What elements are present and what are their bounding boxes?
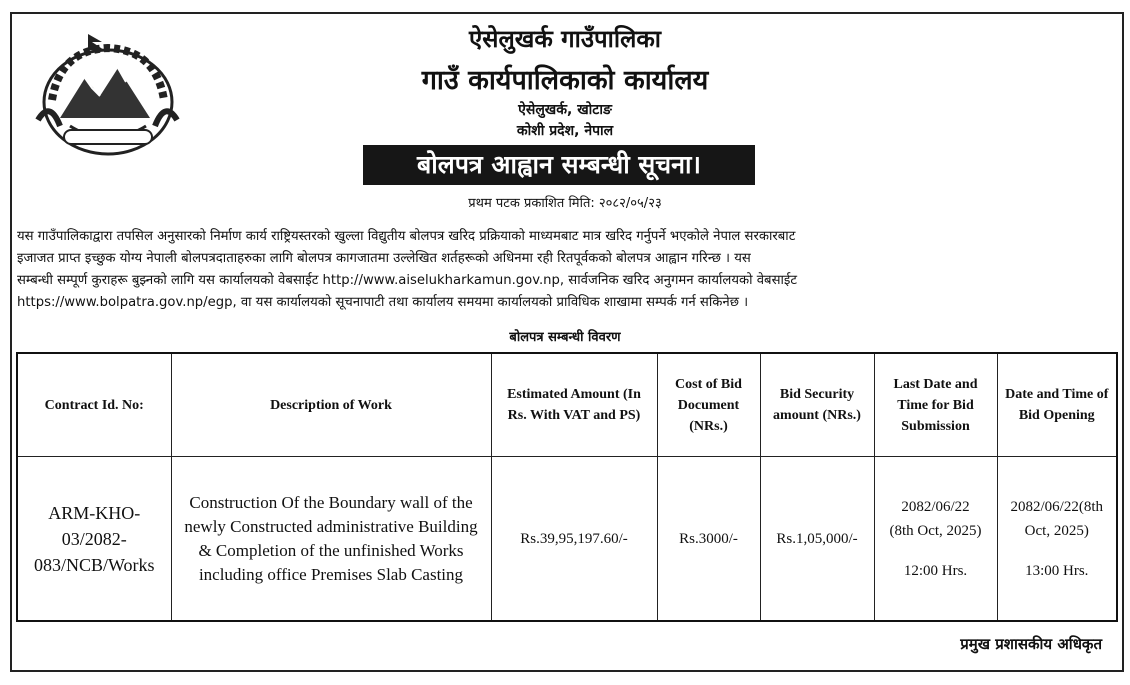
table-row xyxy=(17,457,1117,622)
notice-paragraph xyxy=(17,226,1115,314)
submission-date-english: (8th Oct, 2025) xyxy=(889,522,982,539)
bid-doc-cost-cell: Rs.3000/- xyxy=(657,457,760,622)
opening-time: 13:00 Hrs. xyxy=(1025,562,1089,579)
header-submission-deadline: Last Date and Time for Bid Submission xyxy=(874,353,997,457)
bid-security-cell: Rs.1,05,000/- xyxy=(760,457,874,622)
description-cell: Construction Of the Boundary wall of the newly Constructed administrative Building & Completion of the unfinished Works including office Premises Slab Casting xyxy=(171,457,491,622)
contract-id-cell: ARM-KHO-03/2082-083/NCB/Works xyxy=(17,457,171,622)
address-line-2: कोशी प्रदेश, नेपाल xyxy=(516,123,614,139)
header-contract-id: Contract Id. No: xyxy=(17,353,171,457)
office-name: गाउँ कार्यपालिकाको कार्यालय xyxy=(421,65,709,96)
submission-time: 12:00 Hrs. xyxy=(903,562,968,579)
opening-date: 2082/06/22(8th Oct, 2025) xyxy=(1010,498,1103,539)
municipality-name: ऐसेलुखर्क गाउँपालिका xyxy=(468,25,662,53)
address-line-1: ऐसेलुखर्क, खोटाङ xyxy=(518,102,612,118)
table-header-row xyxy=(17,353,1117,457)
paragraph-line: यस गाउँपालिकाद्वारा तपसिल अनुसारको निर्माण कार्य राष्ट्रियस्तरको खुल्ला विद्युतीय बोलपत्र खरिद प्रक्रियाको माध्यमबाट मात्र खरिद गर्नुपर्ने भएकोले नेपाल सरकारबाट xyxy=(17,229,796,244)
header-bid-security: Bid Security amount (NRs.) xyxy=(760,353,874,457)
submission-deadline-cell xyxy=(874,457,997,622)
paragraph-line: इजाजत प्राप्त इच्छुक योग्य नेपाली बोलपत्रदाताहरुका लागि बोलपत्र कागजातमा उल्लेखित शर्तहरूको अधिनमा रही रितपूर्वकको बोलपत्र आह्वान गरिन्छ । यस xyxy=(17,251,751,266)
published-date: प्रथम पटक प्रकाशित मिति: २०८२/०५/२३ xyxy=(468,196,662,211)
details-title: बोलपत्र सम्बन्धी विवरण xyxy=(509,330,621,345)
paragraph-line: सम्बन्धी सम्पूर्ण कुराहरू बुझ्नको लागि यस कार्यालयको वेबसाईट http://www.aiselukharkamun.gov.np, सार्वजनिक खरिद अनुगमन कार्यालयको वेबसाईट xyxy=(17,273,798,288)
submission-date: 2082/06/22 xyxy=(901,498,970,515)
estimated-amount-cell: Rs.39,95,197.60/- xyxy=(491,457,657,622)
header-description: Description of Work xyxy=(171,353,491,457)
header-bid-doc-cost: Cost of Bid Document (NRs.) xyxy=(657,353,760,457)
header-estimated-amount: Estimated Amount (In Rs. With VAT and PS) xyxy=(491,353,657,457)
paragraph-line: https://www.bolpatra.gov.np/egp, वा यस कार्यालयको सूचनापाटी तथा कार्यालय समयमा कार्यालयको प्राविधिक शाखामा सम्पर्क गर्न सकिनेछ । xyxy=(17,295,749,310)
bid-details-table xyxy=(16,352,1118,622)
header-opening-date: Date and Time of Bid Opening xyxy=(997,353,1117,457)
opening-date-cell xyxy=(997,457,1117,622)
notice-title-banner: बोलपत्र आह्वान सम्बन्धी सूचना। xyxy=(363,145,755,185)
signature-title: प्रमुख प्रशासकीय अधिकृत xyxy=(960,635,1102,653)
